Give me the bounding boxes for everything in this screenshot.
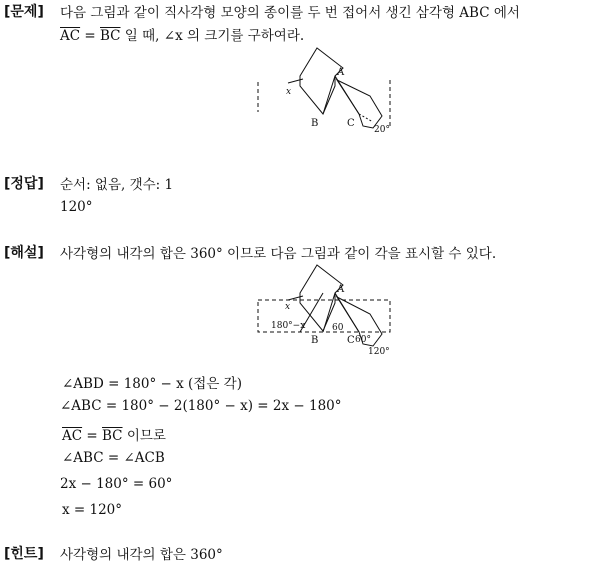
folded-flap-left xyxy=(300,48,343,114)
angle-60-deg: 60° xyxy=(355,335,371,345)
problem-line-1: 다음 그림과 같이 직사각형 모양의 종이를 두 번 접어서 생긴 삼각형 ABC 에서 xyxy=(60,5,520,21)
angle-180-x: 180°−x xyxy=(271,321,306,331)
hint-label: [힌트] xyxy=(4,546,44,562)
vertex-b: B xyxy=(311,118,319,129)
segment-bc: $\overline{BC}$ xyxy=(102,428,123,444)
explanation-figure xyxy=(255,262,405,358)
segment-bc: $\overline{BC}$ xyxy=(100,28,121,44)
vertex-c: C xyxy=(347,335,355,346)
hint-text: 사각형의 내각의 합은 360° xyxy=(60,547,223,563)
angle-x: x xyxy=(285,302,291,312)
segment-ac: $\overline{AC}$ xyxy=(62,428,83,444)
explanation-intro: 사각형의 내각의 합은 360° 이므로 다음 그림과 같이 각을 표시할 수 있다. xyxy=(60,246,497,262)
step-2: ∠ABC = 180° − 2(180° − x) = 2x − 180° xyxy=(60,398,342,414)
equals: = xyxy=(80,28,100,44)
equals: = xyxy=(82,428,102,444)
angle-20: 20° xyxy=(374,125,390,135)
answer-line-1: 순서: 없음, 갯수: 1 xyxy=(60,177,174,193)
step-5: 2x − 180° = 60° xyxy=(60,476,173,492)
answer-value: 120° xyxy=(60,199,93,215)
explanation-label: [해설] xyxy=(4,245,44,261)
segment-ac: $\overline{AC}$ xyxy=(60,28,81,44)
problem-label: [문제] xyxy=(4,4,44,20)
problem-line-2-rest: 일 때, ∠x 의 크기를 구하여라. xyxy=(120,28,305,44)
step-1: ∠ABD = 180° − x (접은 각) xyxy=(62,376,242,392)
answer-label: [정답] xyxy=(4,176,44,192)
vertex-a: A xyxy=(337,67,345,78)
segment-ab-line xyxy=(323,76,335,114)
step-3 xyxy=(62,424,166,444)
problem-figure xyxy=(255,46,415,136)
fold-line-x xyxy=(288,79,303,83)
angle-120: 120° xyxy=(368,347,390,357)
step-4: ∠ABC = ∠ACB xyxy=(62,450,165,466)
folded-flap-right xyxy=(337,80,382,128)
step-6: x = 120° xyxy=(62,502,123,518)
vertex-a: A xyxy=(337,284,345,295)
fold-line-x xyxy=(288,296,303,300)
vertex-c: C xyxy=(347,118,355,129)
problem-line-2 xyxy=(60,24,304,44)
vertex-b: B xyxy=(311,335,319,346)
step-3-suffix: 이므로 xyxy=(126,428,166,444)
angle-x: x xyxy=(286,87,292,97)
angle-60: 60 xyxy=(332,323,344,333)
